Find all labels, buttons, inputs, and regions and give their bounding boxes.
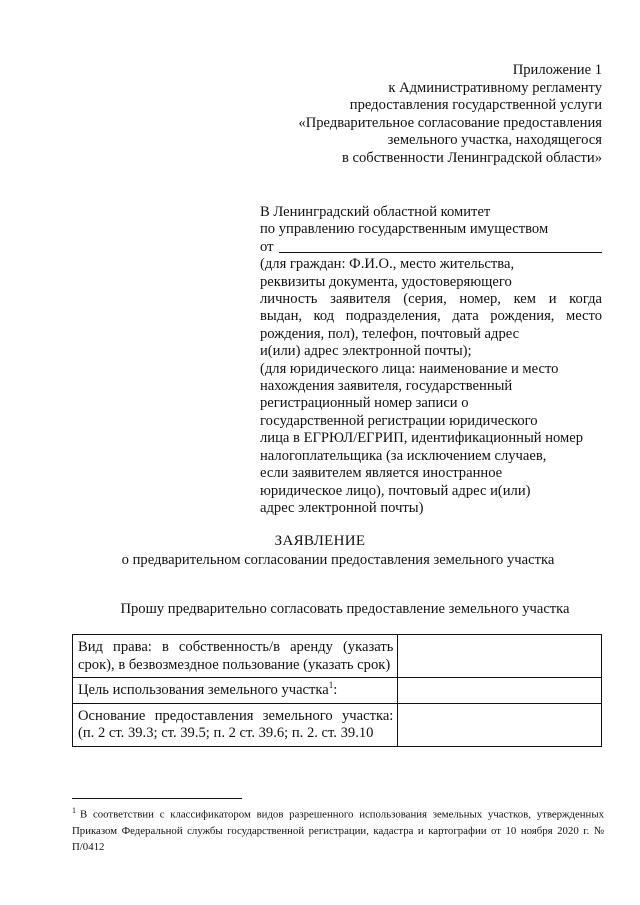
footnote-reference: 1 (328, 680, 334, 691)
purpose-value-cell[interactable] (398, 678, 602, 704)
hint-line: если заявителем является иностранное (260, 465, 503, 482)
annex-header (298, 62, 602, 168)
footnote-text: В соответствии с классификатором видов разрешенного использования земельных участков, утвержденных Приказом Федеральной службы государственной регистрации, кадастра и картографии от 10 ноября 2020 г. № П/0412 (72, 808, 604, 853)
hint-line: лица в ЕГРЮЛ/ЕГРИП, идентификационный номер (260, 430, 584, 447)
document-title: ЗАЯВЛЕНИЕ (274, 533, 366, 549)
table-row (73, 703, 602, 746)
hint-line: государственной регистрации юридического (260, 412, 538, 429)
hint-line: личность заявителя (серия, номер, кем и когда (260, 291, 602, 308)
from-label: от (260, 238, 274, 255)
footnote (72, 803, 604, 855)
hint-line: налогоплательщика (за исключением случаев, (260, 447, 547, 464)
footnote-divider (72, 798, 242, 799)
annex-line: в собственности Ленинградской области» (341, 149, 602, 166)
annex-line: Приложение 1 (512, 62, 602, 78)
hint-line: реквизиты документа, удостоверяющего (260, 273, 512, 290)
purpose-label: Цель использования земельного участка (78, 682, 329, 699)
hint-line: юридическое лицо), почтовый адрес и(или) (260, 482, 531, 499)
hint-line: (для юридического лица: наименование и место (260, 360, 559, 377)
annex-line: к Административному регламенту (388, 79, 602, 96)
applicant-blank-field[interactable] (279, 251, 602, 253)
document-subtitle: о предварительном согласовании предоставления земельного участка (121, 552, 555, 568)
table-row (73, 678, 602, 704)
annex-line: земельного участка, находящегося (387, 132, 602, 149)
purpose-label-cell (73, 678, 398, 704)
hint-line: рождения, пол), телефон, почтовый адрес (260, 325, 520, 342)
grounds-label: Основание предоставления земельного участка: (п. 2 ст. 39.3; ст. 39.5; п. 2 ст. 39.6; п. 2. ст. 39.10 (73, 703, 398, 746)
grounds-value-cell[interactable] (398, 703, 602, 746)
right-type-value-cell[interactable] (398, 635, 602, 678)
table-row (73, 635, 602, 678)
hint-line: адрес электронной почты) (260, 499, 424, 516)
annex-line: «Предварительное согласование предоставления (298, 114, 602, 131)
applicant-from-line (260, 239, 602, 256)
addressee-block (260, 204, 602, 517)
request-sentence: Прошу предварительно согласовать предоставление земельного участка (120, 601, 570, 617)
footnote-marker: 1 (72, 806, 76, 815)
hint-line: нахождения заявителя, государственный (260, 378, 513, 395)
hint-line: и(или) адрес электронной почты); (260, 343, 472, 360)
addressee-line: В Ленинградский областной комитет (260, 204, 491, 220)
annex-line: предоставления государственной услуги (349, 97, 602, 114)
hint-line: выдан, код подразделения, дата рождения, место (260, 308, 602, 325)
application-form-table (72, 634, 602, 747)
hint-line: (для граждан: Ф.И.О., место жительства, (260, 256, 515, 273)
addressee-line: по управлению государственным имуществом (260, 221, 549, 238)
purpose-label-suffix: : (333, 682, 338, 699)
hint-line: регистрационный номер записи о (260, 395, 469, 412)
right-type-label: Вид права: в собственность/в аренду (указать срок), в безвозмездное пользование (указать срок) (73, 635, 398, 678)
